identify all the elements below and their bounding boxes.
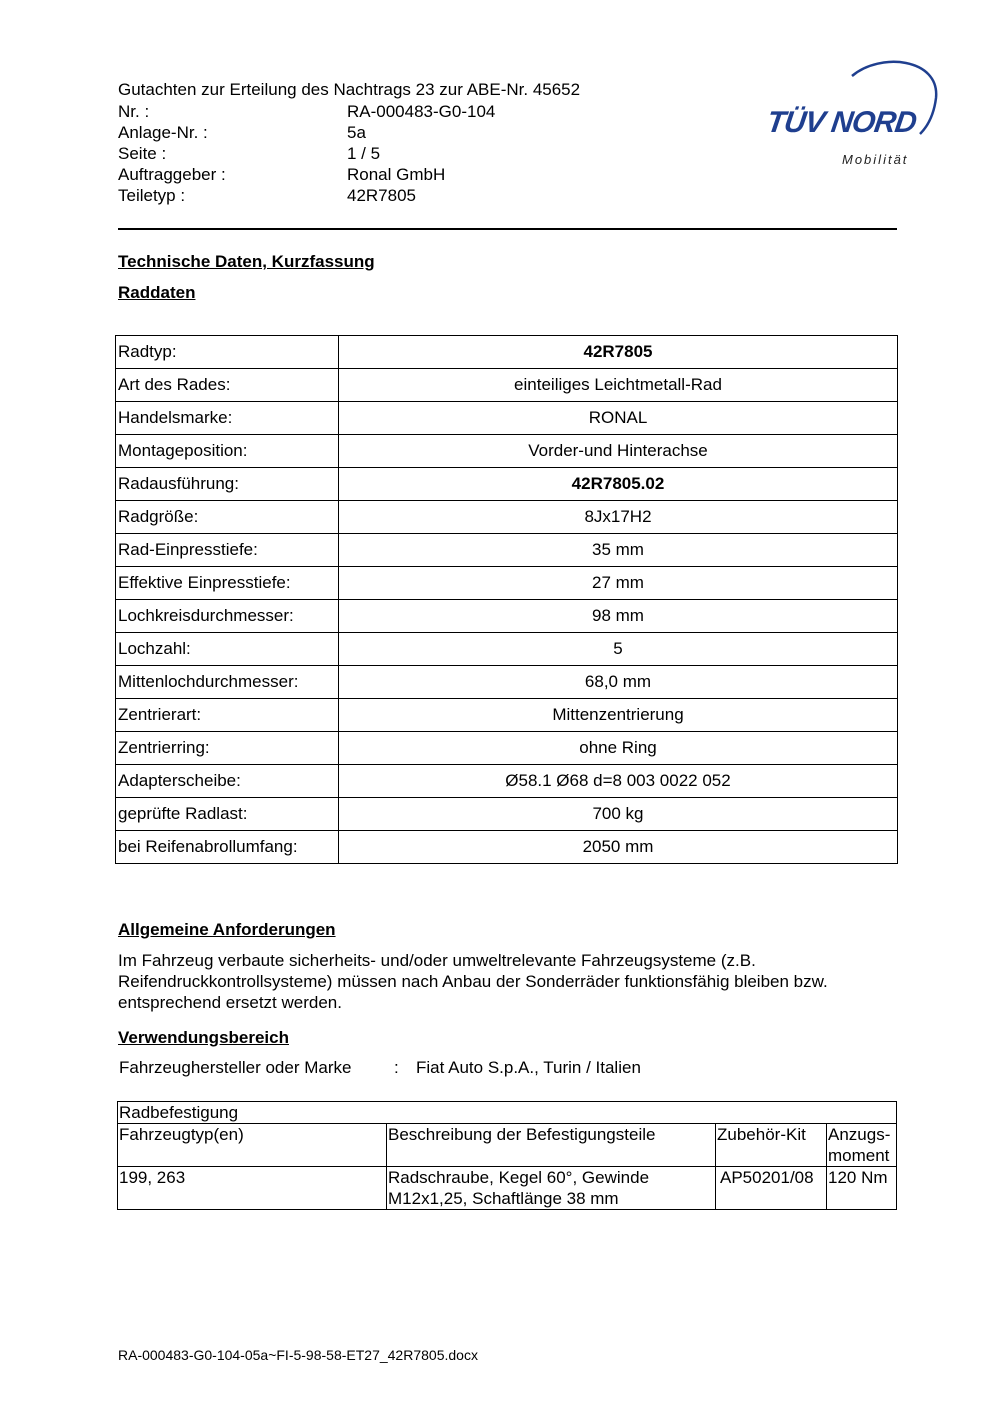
table-row xyxy=(116,534,898,567)
allgemeine-paragraph: Im Fahrzeug verbaute sicherheits- und/oder umweltrelevante Fahrzeugsysteme (z.B. Reifendruckkontrollsysteme) müssen nach Anbau der Sonderräder funktionsfähig bleiben bzw. entsprechend ersetzt werden. xyxy=(118,951,828,1012)
cell-line: Radschraube, Kegel 60°, Gewinde xyxy=(388,1168,650,1187)
header-row xyxy=(118,122,495,143)
logo-subtitle: Mobilität xyxy=(842,152,909,167)
row-value: 8Jx17H2 xyxy=(339,501,898,534)
row-value: ohne Ring xyxy=(339,732,898,765)
table-row xyxy=(116,831,898,864)
cell-zubehoer-kit: AP50201/08 xyxy=(716,1167,827,1210)
table-row xyxy=(116,633,898,666)
row-label: Effektive Einpresstiefe: xyxy=(116,567,339,600)
table-row xyxy=(116,435,898,468)
row-label: Lochzahl: xyxy=(116,633,339,666)
row-value: Ø58.1 Ø68 d=8 003 0022 052 xyxy=(339,765,898,798)
verwendung-label: Fahrzeughersteller oder Marke xyxy=(119,1058,352,1077)
header-value: 1 / 5 xyxy=(347,144,381,163)
table-row xyxy=(116,765,898,798)
row-value: einteiliges Leichtmetall-Rad xyxy=(339,369,898,402)
raddaten-table xyxy=(115,335,898,864)
header-key: Seite : xyxy=(118,144,167,163)
section-heading-verwendung: Verwendungsbereich xyxy=(118,1028,289,1047)
verwendung-separator: : xyxy=(394,1058,399,1077)
row-label: Zentrierart: xyxy=(116,699,339,732)
header-value: 5a xyxy=(347,123,366,142)
column-header-zubehoer-kit: Zubehör-Kit xyxy=(716,1124,827,1167)
column-header-anzugsmoment xyxy=(827,1124,897,1167)
cell-anzugsmoment: 120 Nm xyxy=(827,1167,897,1210)
table-row xyxy=(116,798,898,831)
header-key: Auftraggeber : xyxy=(118,165,226,184)
table-row xyxy=(116,699,898,732)
section-heading-technische-daten: Technische Daten, Kurzfassung xyxy=(118,252,375,271)
table-row xyxy=(116,666,898,699)
header-divider xyxy=(118,228,897,230)
table-header-row xyxy=(118,1124,897,1167)
row-value: 700 kg xyxy=(339,798,898,831)
tuev-nord-logo xyxy=(760,56,945,176)
table-row xyxy=(116,732,898,765)
row-value: 2050 mm xyxy=(339,831,898,864)
section-heading-allgemeine: Allgemeine Anforderungen xyxy=(118,920,336,939)
row-label: Handelsmarke: xyxy=(116,402,339,435)
header-key: Nr. : xyxy=(118,102,150,121)
table-row xyxy=(116,501,898,534)
row-label: bei Reifenabrollumfang: xyxy=(116,831,339,864)
table-row xyxy=(116,600,898,633)
table-row xyxy=(118,1167,897,1210)
table-row xyxy=(118,1102,897,1124)
header-row xyxy=(118,143,495,164)
document-title: Gutachten zur Erteilung des Nachtrags 23 zur ABE-Nr. 45652 xyxy=(118,80,581,99)
column-header-fahrzeugtyp: Fahrzeugtyp(en) xyxy=(118,1124,387,1167)
radbefestigung-table xyxy=(117,1101,897,1210)
row-value: 27 mm xyxy=(339,567,898,600)
row-label: Mittenlochdurchmesser: xyxy=(116,666,339,699)
verwendung-value: Fiat Auto S.p.A., Turin / Italien xyxy=(416,1058,641,1077)
row-value: 68,0 mm xyxy=(339,666,898,699)
table-row xyxy=(116,402,898,435)
row-value: 5 xyxy=(339,633,898,666)
row-label: Zentrierring: xyxy=(116,732,339,765)
section-heading-raddaten: Raddaten xyxy=(118,283,196,302)
row-label: Art des Rades: xyxy=(116,369,339,402)
row-label: geprüfte Radlast: xyxy=(116,798,339,831)
table-row xyxy=(116,468,898,501)
header-row xyxy=(118,185,495,206)
document-footer: RA-000483-G0-104-05a~FI-5-98-58-ET27_42R7805.docx xyxy=(118,1347,478,1363)
header-line: moment xyxy=(828,1146,890,1165)
row-label: Rad-Einpresstiefe: xyxy=(116,534,339,567)
cell-fahrzeugtyp: 199, 263 xyxy=(118,1167,387,1210)
cell-line: M12x1,25, Schaftlänge 38 mm xyxy=(388,1189,619,1208)
row-value: Mittenzentrierung xyxy=(339,699,898,732)
cell-beschreibung xyxy=(387,1167,716,1210)
row-label: Montageposition: xyxy=(116,435,339,468)
header-info xyxy=(118,101,495,206)
header-value: RA-000483-G0-104 xyxy=(347,102,496,121)
logo-text: TÜV NORD xyxy=(764,106,919,139)
table-row xyxy=(116,336,898,369)
header-value: Ronal GmbH xyxy=(347,165,446,184)
table-row xyxy=(116,369,898,402)
table-title-cell: Radbefestigung xyxy=(118,1102,897,1124)
row-value: 42R7805 xyxy=(339,336,898,369)
column-header-beschreibung: Beschreibung der Befestigungsteile xyxy=(387,1124,716,1167)
header-key: Anlage-Nr. : xyxy=(118,123,208,142)
row-label: Radausführung: xyxy=(116,468,339,501)
row-value: Vorder-und Hinterachse xyxy=(339,435,898,468)
row-label: Lochkreisdurchmesser: xyxy=(116,600,339,633)
header-value: 42R7805 xyxy=(347,186,417,205)
header-row xyxy=(118,101,495,122)
header-key: Teiletyp : xyxy=(118,186,186,205)
row-value: 98 mm xyxy=(339,600,898,633)
header-line: Anzugs- xyxy=(828,1125,891,1144)
verwendung-line xyxy=(119,1058,641,1078)
row-label: Radgröße: xyxy=(116,501,339,534)
table-row xyxy=(116,567,898,600)
row-label: Radtyp: xyxy=(116,336,339,369)
row-value: 35 mm xyxy=(339,534,898,567)
row-value: 42R7805.02 xyxy=(339,468,898,501)
header-row xyxy=(118,164,495,185)
row-value: RONAL xyxy=(339,402,898,435)
row-label: Adapterscheibe: xyxy=(116,765,339,798)
